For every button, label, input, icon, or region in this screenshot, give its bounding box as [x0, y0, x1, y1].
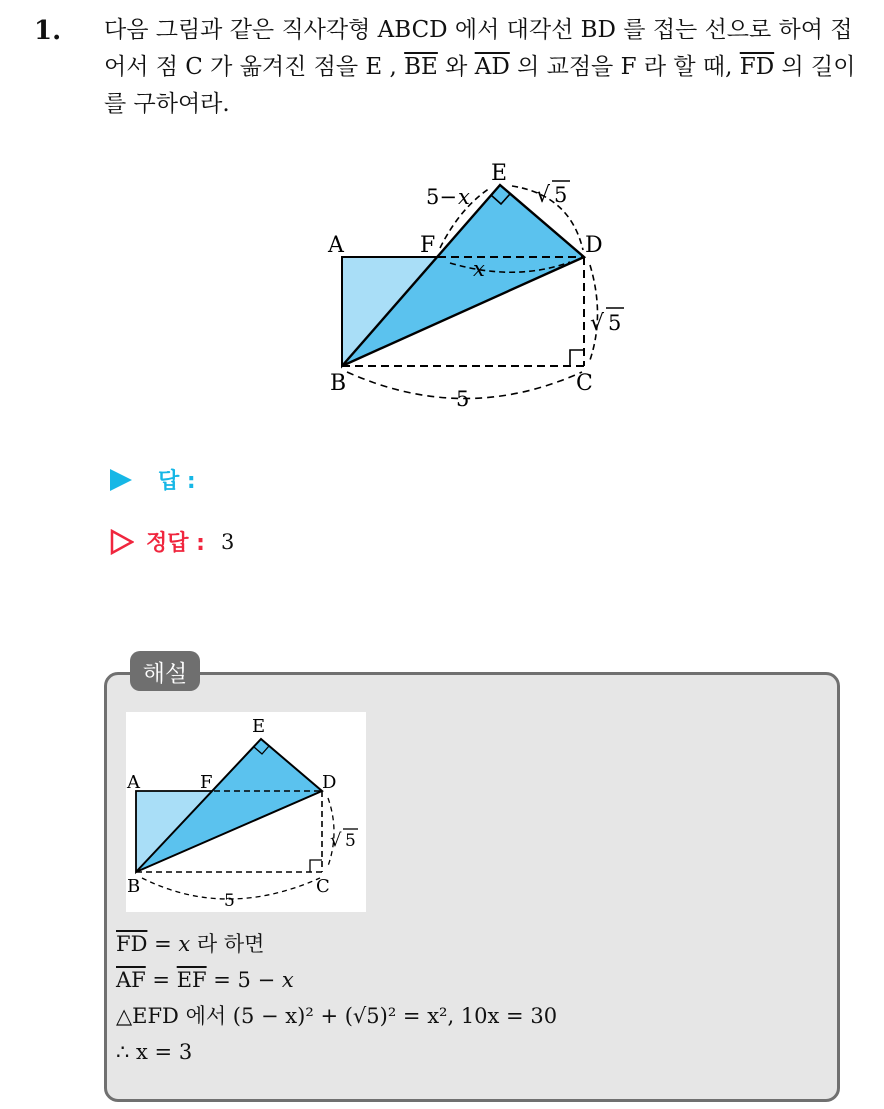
solution-line-3: △EFD 에서 (5 − x)² + (√5)² = x², 10x = 30	[116, 1004, 558, 1028]
point-d-label: D	[585, 233, 603, 258]
sol-point-c-label: C	[316, 876, 330, 897]
correct-answer-value: 3	[220, 529, 235, 554]
correct-answer-row	[110, 526, 234, 557]
question-number: 1.	[34, 16, 62, 46]
sol-point-b-label: B	[127, 876, 141, 897]
question-text-part4: 의 길이를 구하여라.	[104, 54, 856, 117]
solution-tag: 해설	[130, 651, 200, 691]
sol-var-1: x	[178, 932, 191, 956]
label-root-right: √	[590, 311, 605, 336]
outline-arrow-icon	[110, 529, 134, 555]
sol-seg-fd: $\overline{FD}$	[116, 932, 148, 956]
label-five-minus: 5−	[426, 185, 457, 209]
solution-line-4: ∴ x = 3	[116, 1040, 193, 1064]
point-a-label: A	[328, 233, 344, 258]
question-text-part2: 와	[437, 54, 475, 80]
solution-line-1	[116, 926, 557, 962]
sol-label-root: √	[330, 830, 342, 851]
sol-rest-1: 라 하면	[190, 932, 265, 956]
label-x-fd: x	[473, 257, 485, 281]
sol-label-root-five: 5	[345, 831, 356, 851]
question-text	[104, 12, 864, 123]
point-b-label: B	[330, 371, 347, 396]
point-f-label: F	[420, 233, 436, 258]
sol-point-f-label: F	[200, 772, 213, 793]
sol-point-a-label: A	[127, 772, 140, 793]
sol-rest-2: = 5 −	[206, 968, 282, 992]
play-arrow-icon	[110, 469, 132, 491]
sol-point-e-label: E	[252, 716, 266, 737]
sol-point-d-label: D	[322, 772, 337, 793]
segment-be: $\overline{BE}$	[404, 54, 438, 80]
label-root-top: √	[536, 183, 551, 208]
label-bottom-five: 5	[456, 387, 470, 411]
label-root-five-top: 5	[554, 183, 568, 207]
question-text-part3: 의 교점을 F 라 할 때,	[509, 54, 740, 80]
folded-rectangle-diagram	[300, 150, 640, 415]
solution-figure	[126, 712, 366, 912]
sol-eq-2: =	[145, 968, 177, 992]
answer-label: 답 :	[158, 469, 196, 494]
sol-seg-ef: $\overline{EF}$	[176, 968, 207, 992]
sol-seg-af: $\overline{AF}$	[116, 968, 146, 992]
point-e-label: E	[491, 161, 508, 186]
sol-label-bottom-five: 5	[224, 891, 235, 911]
solution-diagram	[126, 712, 366, 912]
sol-eq-1: =	[147, 932, 179, 956]
sol-var-2: x	[281, 968, 294, 992]
label-root-five-right: 5	[608, 311, 622, 335]
solution-text	[116, 926, 557, 1070]
label-five-minus-x-var: x	[458, 185, 470, 209]
answer-row	[110, 464, 196, 495]
correct-answer-label: 정답 :	[146, 531, 205, 556]
question-text-part1: 다음 그림과 같은 직사각형 ABCD 에서 대각선 BD 를 접는 선으로 하여 접어서 점 C 가 옮겨진 점을 E ,	[104, 17, 853, 80]
segment-fd: $\overline{FD}$	[739, 54, 775, 80]
segment-ad: $\overline{AD}$	[474, 54, 510, 80]
solution-line-2	[116, 962, 557, 998]
point-c-label: C	[576, 371, 593, 396]
main-figure	[300, 150, 640, 415]
